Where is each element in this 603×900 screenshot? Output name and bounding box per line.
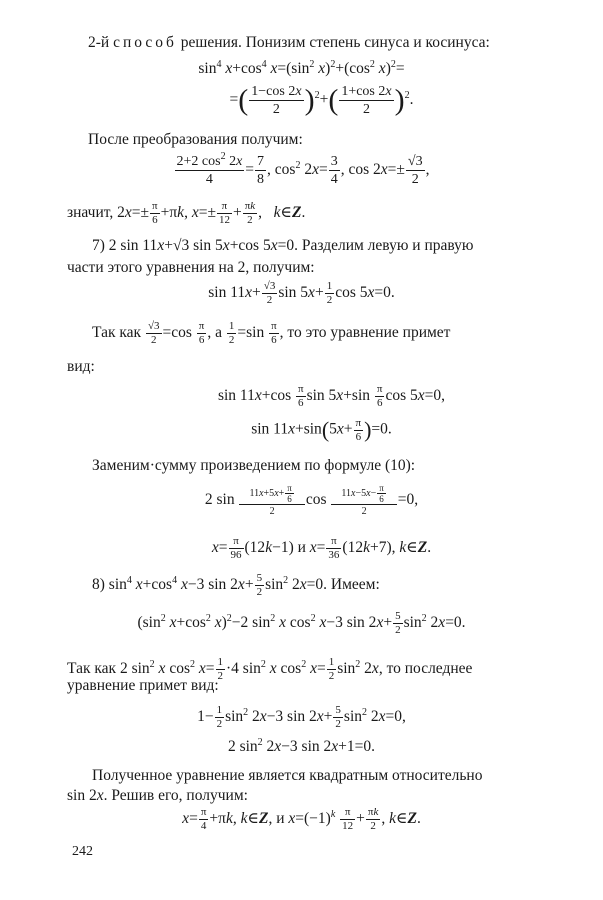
- formula-line-5: sin 11x+ $\frac{√3}{2}$ sin 5x+ $\frac{1}{2}$ cos 5x=0.: [208, 280, 395, 306]
- example-7-line-1: 7) 2 sin 11x+√3 sin 5x+cos 5x=0. Разделим левую и правую: [92, 237, 474, 254]
- formula-line-6: sin 11x+cos $\frac{\pi}{6}$ sin 5x+sin $\frac{\pi}{6}$ cos 5x=0,: [217, 383, 446, 409]
- since2-line: Так как 2 $\sin^2 x$ $\cos^2 x=$ $\frac{1}{2}$ ·4 $\sin^2 x$ $\cos^2 x=$ $\frac{1}{2}$ $\sin^2 2x$, то последнее: [67, 656, 473, 682]
- formula-line-11: 1− $\frac{1}{2}$ $\sin^2 2x-3$ sin 2x+ $\frac{5}{2}$ $\sin^2 2x=0$,: [197, 704, 406, 730]
- after-transform-text: После преобразования получим:: [88, 131, 303, 148]
- formula-line-8: 2 sin 11x+5x+ $\frac{\pi}{6}$ 2 cos 11x−5x− $\frac{\pi}{6}$ 2 =0,: [204, 483, 419, 517]
- formula-line-13: x= $\frac{\pi}{4}$ +πk, k∈Z, и $x=(-1)^k$ $\frac{\pi}{12}$ + $\frac{\pi k}{2}$ , k∈Z.: [182, 806, 421, 832]
- equation-will-text: уравнение примет вид:: [67, 677, 219, 694]
- formula-line-10: ($\sin^2$ $x+\cos^2$ x)$^2$−2 $\sin^2 x$ $\cos^2 x-3$ sin 2x+ $\frac{5}{2}$ $\sin^2 2x=0$.: [137, 610, 466, 636]
- formula-line-2: =( $\frac{1-\cos 2x}{2}$ )$^2$+( $\frac{1+\cos 2x}{2}$ )$^2$.: [229, 83, 414, 117]
- view-word: вид:: [67, 358, 95, 375]
- example-7-line-2: части этого уравнения на 2, получим:: [67, 259, 315, 276]
- replace-text: Заменим·сумму произведением по формуле (10):: [92, 457, 416, 474]
- formula-line-4: значит, 2x=± $\frac{\pi}{6}$ +πk, x=± $\frac{\pi}{12}$ + $\frac{\pi k}{2}$ , k∈Z.: [67, 200, 306, 226]
- page-number: 242: [72, 844, 93, 859]
- formula-line-3: $\frac{2+2 \cos^2 2x}{4}$ = $\frac{7}{8}$ , $\cos^2 2x=$ $\frac{3}{4}$ , cos 2x=± $\frac{√3}{2}$ ,: [176, 151, 430, 187]
- formula-line-12: 2 $\sin^2 2x-3$ sin 2x+1=0.: [227, 737, 376, 755]
- solve-line: sin 2x. Решив его, получим:: [67, 787, 248, 804]
- example-8-line: 8) $\sin^4 x+\cos^4$ x−3 sin 2x+ $\frac{5}{2}$ $\sin^2 2x=0$. Имеем:: [92, 572, 380, 598]
- since-line: Так как $\frac{√3}{2}$ =cos $\frac{\pi}{6}$ , а $\frac{1}{2}$ =sin $\frac{\pi}{6}$ , то это уравнение примет: [92, 320, 451, 346]
- formula-line-9: x= $\frac{\pi}{96}$ (12k−1) и x= $\frac{\pi}{36}$ (12k+7), k∈Z.: [211, 535, 432, 561]
- obtained-text: Полученное уравнение является квадратным относительно: [92, 767, 483, 784]
- formula-line-7: sin 11x+sin(5x+ $\frac{\pi}{6}$ )=0.: [251, 416, 392, 443]
- formula-line-1: $\sin^4 x+\cos^4$ $x=(\sin^2$ $x)^2+(\cos^2$ x)$^2$=: [198, 59, 405, 77]
- method-heading: 2-й способ решения. Понизим степень синуса и косинуса:: [88, 34, 490, 51]
